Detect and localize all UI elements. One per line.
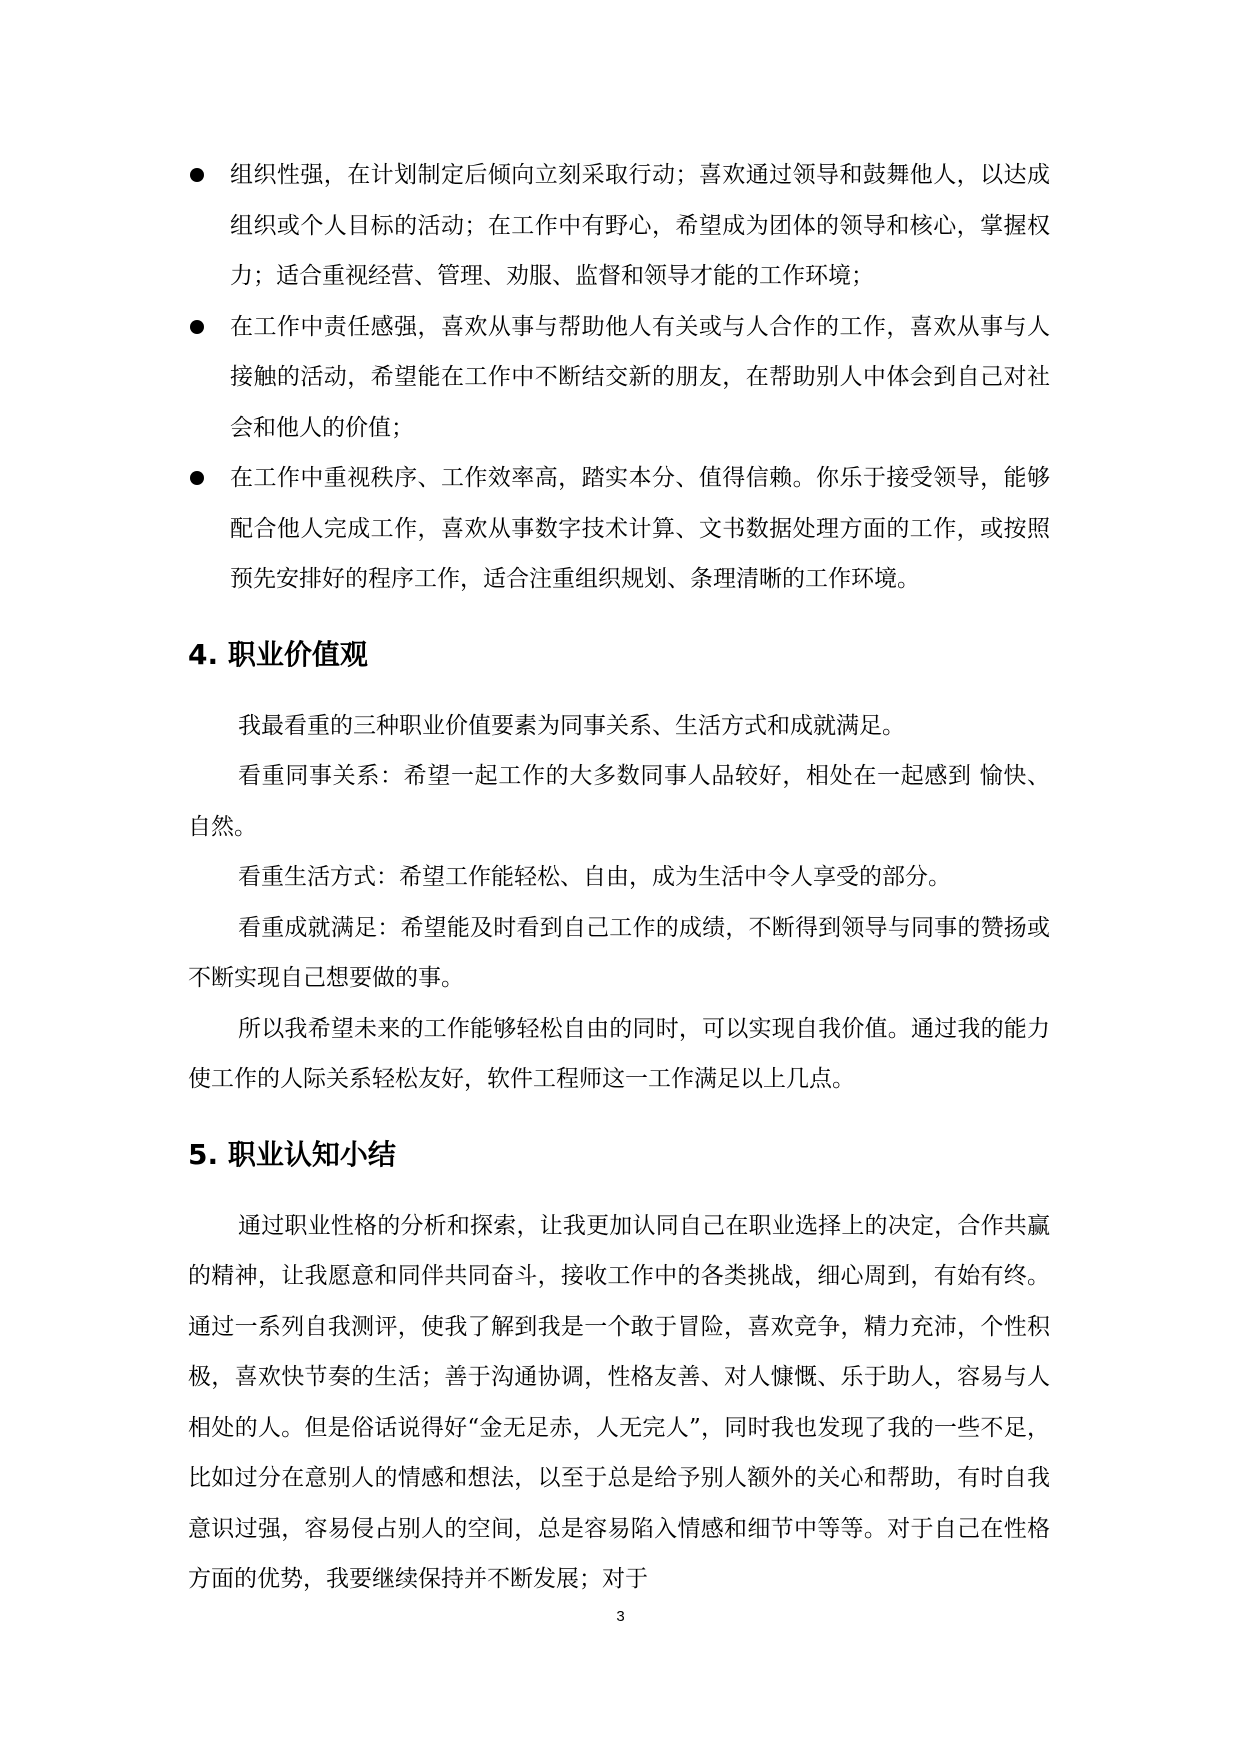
bullet-icon [190,320,204,334]
bullet-icon [190,471,204,485]
bullet-text: 在工作中责任感强，喜欢从事与帮助他人有关或与人合作的工作，喜欢从事与人接触的活动，希望能在工作中不断结交新的朋友，在帮助别人中体会到自己对社会和他人的价值； [230,313,1050,441]
paragraph: 看重生活方式：希望工作能轻松、自由，成为生活中令人享受的部分。 [238,864,951,890]
bullet-text: 组织性强，在计划制定后倾向立刻采取行动；喜欢通过领导和鼓舞他人，以达成组织或个人目标的活动；在工作中有野心，希望成为团体的领导和核心，掌握权力；适合重视经营、管理、劝服、监督和领导才能的工作环境； [230,162,1050,289]
page-number: 3 [616,1608,625,1625]
section-heading-career-summary: 5. 职业认知小结 [188,1137,396,1171]
paragraph: 所以我希望未来的工作能够轻松自由的同时，可以实现自我价值。通过我的能力使工作的人际关系轻松友好，软件工程师这一工作满足以上几点。 [188,1015,1050,1092]
paragraph: 通过职业性格的分析和探索，让我更加认同自己在职业选择上的决定，合作共赢的精神，让我愿意和同伴共同奋斗，接收工作中的各类挑战，细心周到，有始有终。通过一系列自我测评，使我了解到我是一个敢于冒险，喜欢竞争，精力充沛，个性积极，喜欢快节奏的生活；善于沟通协调，性格友善、对人慷慨、乐于助人，容易与人相处的人。但是俗话说得好“金无足赤，人无完人”，同时我也发现了我的一些不足，比如过分在意别人的情感和想法，以至于总是给予别人额外的关心和帮助，有时自我意识过强，容易侵占别人的空间，总是容易陷入情感和细节中等等。对于自己在性格方面的优势，我要继续保持并不断发展；对于 [188,1212,1050,1592]
list-item [188,302,1050,454]
paragraph: 我最看重的三种职业价值要素为同事关系、生活方式和成就满足。 [238,712,905,739]
bullet-icon [190,168,204,182]
bullet-text: 在工作中重视秩序、工作效率高，踏实本分、值得信赖。你乐于接受领导，能够配合他人完成工作，喜欢从事数字技术计算、文书数据处理方面的工作，或按照预先安排好的程序工作，适合注重组织规划、条理清晰的工作环境。 [230,465,1050,592]
page-content [188,150,1050,1605]
section-heading-career-values: 4. 职业价值观 [188,637,368,671]
list-item [188,453,1050,605]
paragraph: 看重同事关系：希望一起工作的大多数同事人品较好，相处在一起感到 愉快、自然。 [188,763,1050,840]
bullet-list [188,150,1050,605]
paragraph: 看重成就满足：希望能及时看到自己工作的成绩，不断得到领导与同事的赞扬或不断实现自己想要做的事。 [188,914,1050,991]
list-item [188,150,1050,302]
